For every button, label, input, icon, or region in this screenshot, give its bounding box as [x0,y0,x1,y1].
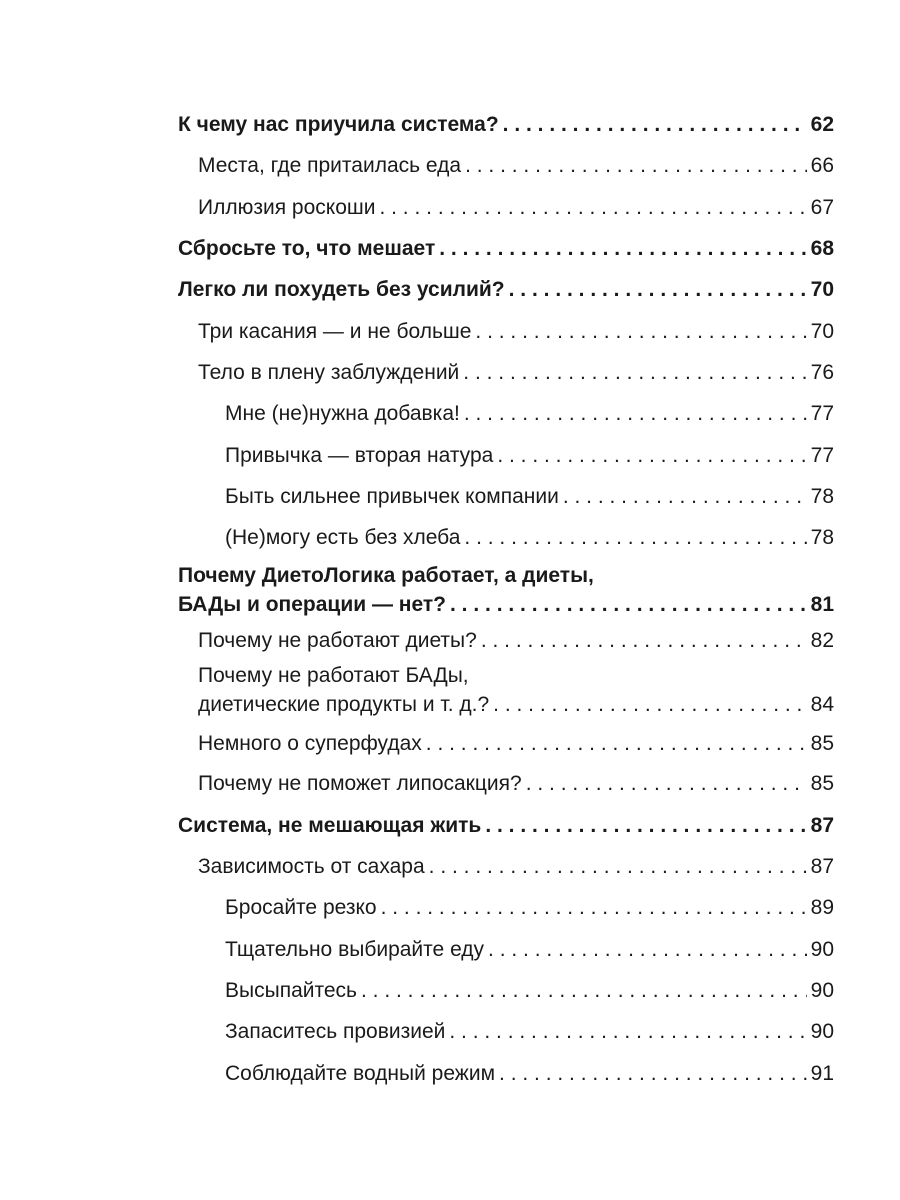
toc-entry-page: 77 [810,402,834,425]
toc-entry-page: 87 [810,855,834,878]
toc-leader-dots [503,112,807,138]
toc-entry-title: Привычка — вторая натура [225,444,494,467]
toc-entry [0,692,900,718]
toc-entry [0,484,900,510]
toc-entry [0,813,900,839]
toc-entry-page: 66 [810,154,834,177]
toc-entry [0,628,900,654]
toc-entry-title: К чему нас приучила система? [178,113,499,136]
toc-leader-dots [465,153,807,179]
toc-entry [0,895,900,921]
toc-entry [0,153,900,179]
toc-entry-title: Почему не поможет липосакция? [198,772,522,795]
toc-entry [0,525,900,551]
toc-leader-dots [449,1019,806,1045]
toc-entry [0,236,900,262]
toc-entry-title: диетические продукты и т. д.? [198,693,490,716]
toc-leader-dots [464,401,807,427]
toc-entry-title: Немного о суперфудах [198,732,422,755]
toc-entry-page: 67 [810,196,834,219]
toc-entry-title: Почему не работают диеты? [198,629,477,652]
toc-leader-dots [361,978,807,1004]
toc-entry [0,443,900,469]
toc-leader-dots [493,692,806,718]
toc-leader-dots [426,731,807,757]
toc-entry-title: Запаситесь провизией [225,1020,446,1043]
toc-entry-title: Легко ли похудеть без усилий? [178,278,505,301]
toc-leader-dots [475,319,806,345]
toc-entry-page: 89 [810,896,834,919]
toc-entry-title: Зависимость от сахара [198,855,425,878]
toc-entry-title: Тщательно выбирайте еду [225,938,485,961]
toc-leader-dots [497,443,806,469]
toc-entry-title: Система, не мешающая жить [178,814,482,837]
toc-entry [0,1061,900,1087]
toc-entry-title: Три касания — и не больше [198,320,472,343]
toc-entry-title: Иллюзия роскоши [198,196,376,219]
toc-entry [0,195,900,221]
toc-entry-page: 78 [810,485,834,508]
toc-entry-page: 87 [810,814,834,837]
toc-entry [0,978,900,1004]
toc-entry-page: 84 [810,693,834,716]
toc-leader-dots [464,525,806,551]
toc-leader-dots [429,854,807,880]
toc-entry-title: Мне (не)нужна добавка! [225,402,460,425]
toc-entry-page: 70 [810,320,834,343]
toc-entry-page: 90 [810,938,834,961]
toc-leader-dots [563,484,807,510]
toc-entry-title: Соблюдайте водный режим [225,1062,496,1085]
toc-entry [0,731,900,757]
toc-entry [0,277,900,303]
toc-entry-page: 70 [810,278,834,301]
toc-entry [0,1019,900,1045]
toc-entry-page: 68 [810,237,834,260]
toc-entry-page: 91 [810,1062,834,1085]
toc-leader-dots [379,195,806,221]
toc-entry-title: БАДы и операции — нет? [178,593,447,616]
toc-entry [0,360,900,386]
toc-entry-page: 82 [810,629,834,652]
toc-entry-page: 62 [810,113,834,136]
toc-entry-title: Места, где притаилась еда [198,154,462,177]
toc-leader-dots [526,771,807,797]
toc-entry-title-line1: Почему не работают БАДы, [198,664,469,687]
toc-entry-page: 76 [810,361,834,384]
toc-leader-dots [481,628,807,654]
toc-leader-dots [509,277,807,303]
toc-entry-page: 90 [810,1020,834,1043]
toc-entry [0,319,900,345]
toc-entry [0,854,900,880]
toc-leader-dots [381,895,807,921]
toc-entry [0,771,900,797]
toc-entry [0,401,900,427]
toc-entry [0,592,900,618]
toc-entry-title: (Не)могу есть без хлеба [225,526,461,549]
toc-entry-title: Высыпайтесь [225,979,357,1002]
toc-leader-dots [463,360,806,386]
toc-entry [0,112,900,138]
toc-leader-dots [488,937,807,963]
toc-entry-page: 78 [810,526,834,549]
toc-entry-title: Бросайте резко [225,896,377,919]
toc-leader-dots [439,236,806,262]
toc-leader-dots [450,592,807,618]
toc-entry-page: 81 [810,593,834,616]
toc-entry-page: 85 [810,772,834,795]
toc-entry-page: 85 [810,732,834,755]
toc-leader-dots [485,813,806,839]
toc-entry-page: 77 [810,444,834,467]
toc-entry-page: 90 [810,979,834,1002]
toc-entry-title: Тело в плену заблуждений [198,361,460,384]
toc-entry [0,937,900,963]
toc-leader-dots [499,1061,807,1087]
toc-entry-title: Быть сильнее привычек компании [225,485,559,508]
toc-entry-title: Сбросьте то, что мешает [178,237,436,260]
toc-entry-title-line1: Почему ДиетоЛогика работает, а диеты, [178,564,594,587]
